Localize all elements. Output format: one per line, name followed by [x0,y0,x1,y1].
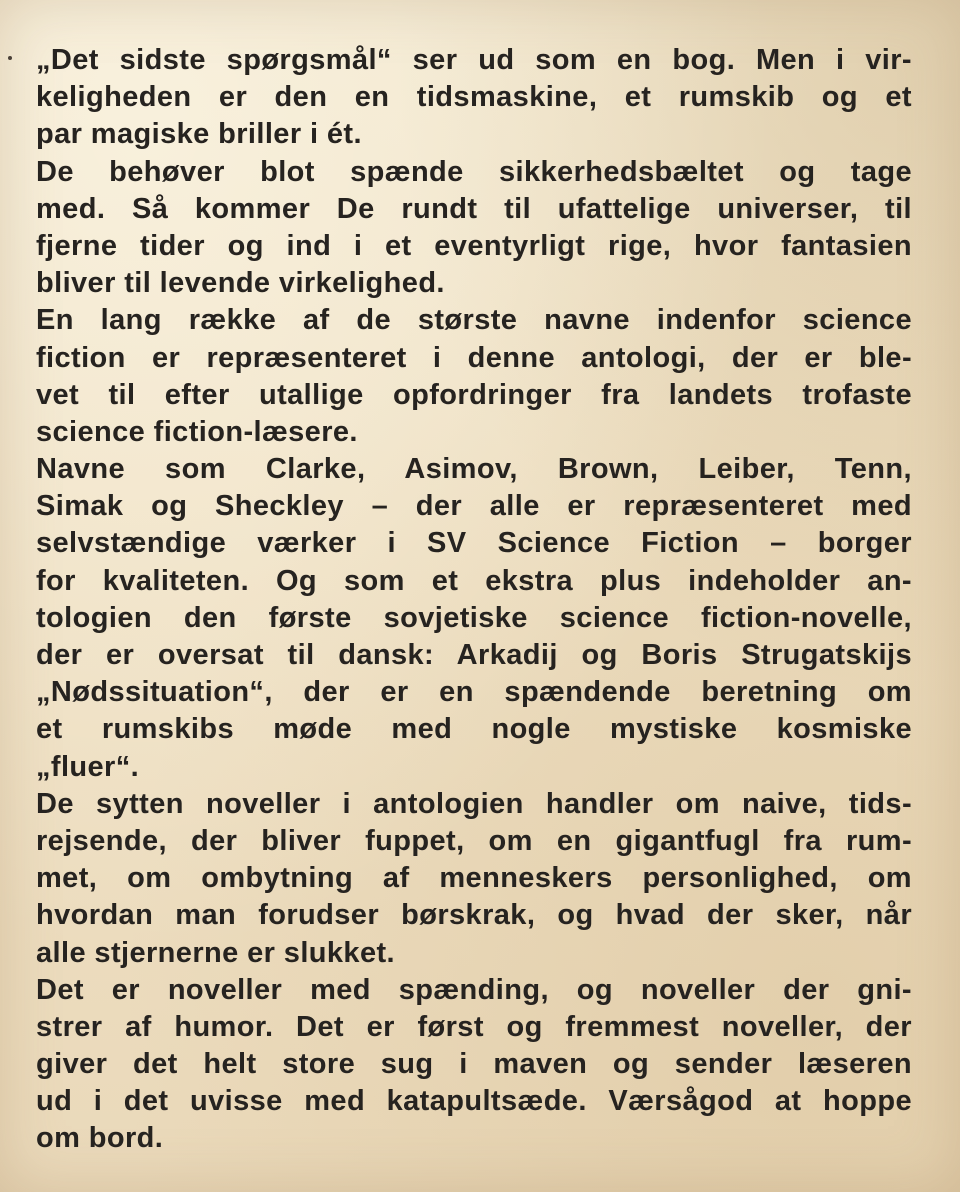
text-line: med. Så kommer De rundt til ufattelige universer, til [36,192,912,225]
text-line: ud i det uvisse med katapultsæde. Værsågod at hoppe [36,1085,912,1118]
ink-speck [8,56,12,60]
text-line: science fiction-læsere. [36,415,358,448]
text-line: der er oversat til dansk: Arkadij og Boris Strugatskijs [36,639,912,671]
text-line: bliver til levende virkelighed. [36,267,445,300]
text-line: rejsende, der bliver fuppet, om en gigantfugl fra rum- [36,824,912,857]
paragraph-intro [36,42,912,154]
text-line: et rumskibs møde med nogle mystiske kosmiske [36,713,912,746]
paragraph-closing [36,972,912,1158]
text-line: strer af humor. Det er først og fremmest noveller, der [36,1010,912,1043]
text-line: par magiske briller i ét. [36,118,362,151]
text-line: fjerne tider og ind i et eventyrligt rige, hvor fantasien [36,229,912,262]
text-line: Navne som Clarke, Asimov, Brown, Leiber, Tenn, [36,453,912,486]
text-line: De sytten noveller i antologien handler om naive, tids- [36,787,912,820]
paragraph-invitation [36,154,912,303]
text-line: fiction er repræsenteret i denne antologi, der er ble- [36,341,912,374]
text-line: selvstændige værker i SV Science Fiction – borger [36,527,912,560]
text-line: giver det helt store sug i maven og sender læseren [36,1048,912,1081]
paragraph-stories [36,786,912,972]
text-line: „fluer“. [36,750,140,783]
text-line: keligheden er den en tidsmaskine, et rumskib og et [36,81,912,114]
text-line: for kvaliteten. Og som et ekstra plus indeholder an- [36,564,912,597]
text-line: Det er noveller med spænding, og noveller der gni- [36,973,912,1006]
text-line: „Nødssituation“, der er en spændende beretning om [36,676,912,709]
text-line: „Det sidste spørgsmål“ ser ud som en bog. Men i vir- [36,44,912,76]
text-line: vet til efter utallige opfordringer fra landets trofaste [36,378,912,411]
paragraph-anthology [36,302,912,451]
text-line: En lang række af de største navne indenfor science [36,304,912,337]
paragraph-authors [36,451,912,786]
text-line: om bord. [36,1122,164,1155]
text-line: met, om ombytning af menneskers personlighed, om [36,862,912,895]
text-line: tologien den første sovjetiske science fiction-novelle, [36,601,912,634]
text-line: De behøver blot spænde sikkerhedsbæltet og tage [36,155,912,188]
text-line: Simak og Sheckley – der alle er repræsenteret med [36,490,912,523]
text-line: alle stjernerne er slukket. [36,936,395,969]
blurb-text [36,42,912,1158]
text-line: hvordan man forudser børskrak, og hvad der sker, når [36,899,912,932]
